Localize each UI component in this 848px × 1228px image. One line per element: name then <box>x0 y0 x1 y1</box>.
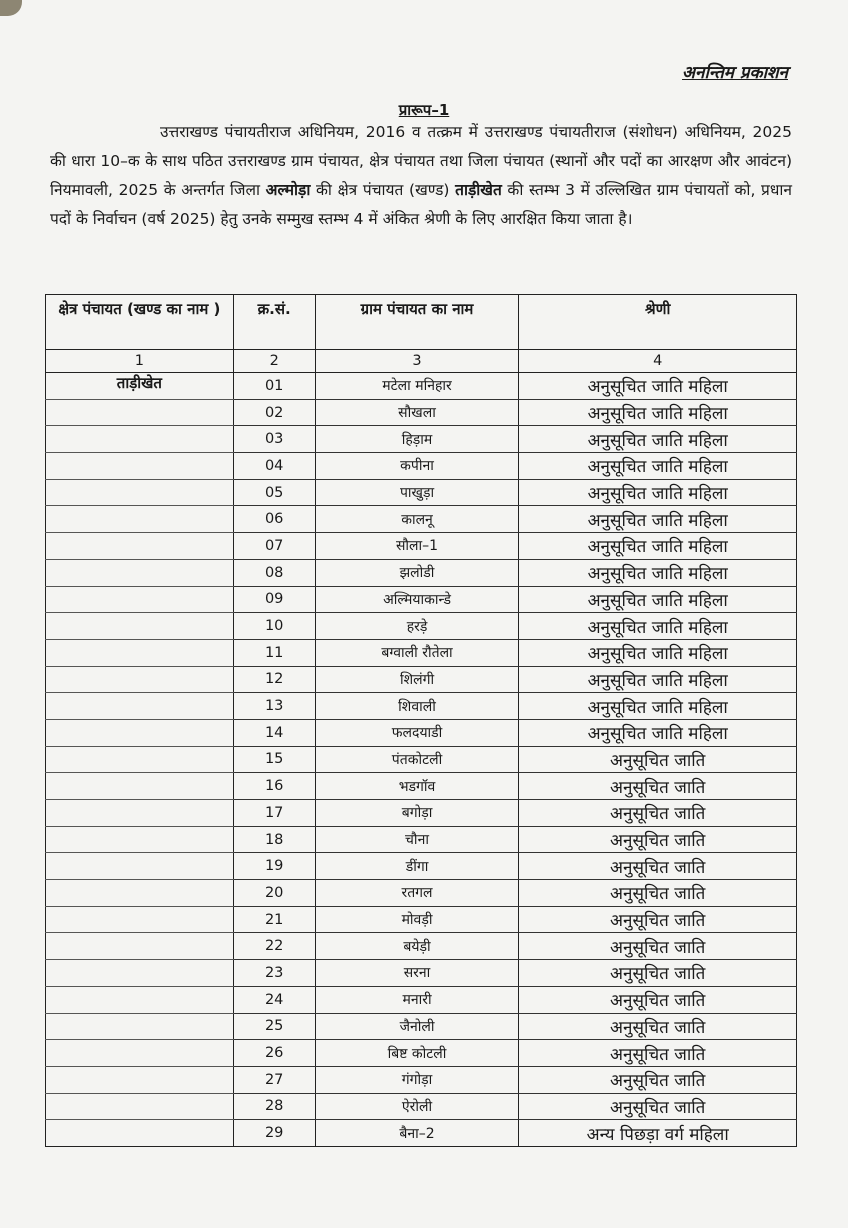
serial-number: 18 <box>233 826 315 853</box>
reservation-category: अनुसूचित जाति <box>519 1040 797 1067</box>
table-row <box>46 800 797 827</box>
table-row <box>46 506 797 533</box>
reservation-category: अनुसूचित जाति महिला <box>519 373 797 400</box>
reservation-category: अनुसूचित जाति महिला <box>519 693 797 720</box>
block-cell <box>46 1120 234 1147</box>
table-row <box>46 533 797 560</box>
block-cell <box>46 1093 234 1120</box>
table-row <box>46 1013 797 1040</box>
block-cell <box>46 666 234 693</box>
district-name: अल्मोड़ा <box>265 181 311 199</box>
reservation-category: अनुसूचित जाति महिला <box>519 426 797 453</box>
table-row <box>46 880 797 907</box>
reservation-category: अनुसूचित जाति <box>519 960 797 987</box>
table-row <box>46 773 797 800</box>
block-cell <box>46 639 234 666</box>
block-cell <box>46 399 234 426</box>
header-gram-panchayat: ग्राम पंचायत का नाम <box>315 295 519 350</box>
block-cell <box>46 1013 234 1040</box>
serial-number: 07 <box>233 533 315 560</box>
gram-panchayat-name: फलदयाडी <box>315 719 519 746</box>
gram-panchayat-name: पाखुड़ा <box>315 479 519 506</box>
gram-panchayat-name: शिवाली <box>315 693 519 720</box>
table-row <box>46 986 797 1013</box>
serial-number: 14 <box>233 719 315 746</box>
column-number-row <box>46 350 797 373</box>
gram-panchayat-name: चौना <box>315 826 519 853</box>
block-cell <box>46 719 234 746</box>
serial-number: 02 <box>233 399 315 426</box>
gram-panchayat-name: बिष्ट कोटली <box>315 1040 519 1067</box>
reservation-category: अनुसूचित जाति महिला <box>519 506 797 533</box>
block-name-cell: ताड़ीखेत <box>46 373 234 400</box>
serial-number: 04 <box>233 453 315 480</box>
gram-panchayat-name: अल्मियाकान्डे <box>315 586 519 613</box>
gram-panchayat-name: सरना <box>315 960 519 987</box>
serial-number: 20 <box>233 880 315 907</box>
serial-number: 28 <box>233 1093 315 1120</box>
table-row <box>46 960 797 987</box>
block-cell <box>46 453 234 480</box>
serial-number: 09 <box>233 586 315 613</box>
table-row <box>46 826 797 853</box>
reservation-category: अनुसूचित जाति महिला <box>519 399 797 426</box>
block-name-intro: ताड़ीखेत <box>455 181 502 199</box>
reservation-category: अनुसूचित जाति महिला <box>519 586 797 613</box>
gram-panchayat-name: बग्वाली रौतेला <box>315 639 519 666</box>
intro-text-2: की क्षेत्र पंचायत (खण्ड) <box>310 181 456 199</box>
table-row <box>46 906 797 933</box>
table-row <box>46 933 797 960</box>
reservation-category: अनुसूचित जाति महिला <box>519 639 797 666</box>
table-row <box>46 559 797 586</box>
serial-number: 27 <box>233 1066 315 1093</box>
provisional-publication-label: अनन्तिम प्रकाशन <box>682 63 788 83</box>
gram-panchayat-name: बैना–2 <box>315 1120 519 1147</box>
serial-number: 15 <box>233 746 315 773</box>
intro-paragraph <box>50 118 792 234</box>
serial-number: 13 <box>233 693 315 720</box>
column-number: 3 <box>315 350 519 373</box>
block-cell <box>46 506 234 533</box>
form-title: प्रारूप–1 <box>398 101 450 119</box>
block-cell <box>46 426 234 453</box>
table-row <box>46 1066 797 1093</box>
block-cell <box>46 586 234 613</box>
block-cell <box>46 880 234 907</box>
block-cell <box>46 479 234 506</box>
serial-number: 01 <box>233 373 315 400</box>
table-row <box>46 746 797 773</box>
serial-number: 12 <box>233 666 315 693</box>
reservation-category: अनुसूचित जाति <box>519 773 797 800</box>
block-cell <box>46 960 234 987</box>
table-row <box>46 1040 797 1067</box>
serial-number: 05 <box>233 479 315 506</box>
reservation-category: अनुसूचित जाति महिला <box>519 559 797 586</box>
serial-number: 16 <box>233 773 315 800</box>
block-cell <box>46 746 234 773</box>
table-row <box>46 666 797 693</box>
gram-panchayat-name: मोवड़ी <box>315 906 519 933</box>
table-row <box>46 586 797 613</box>
gram-panchayat-name: सौखला <box>315 399 519 426</box>
reservation-category: अन्य पिछड़ा वर्ग महिला <box>519 1120 797 1147</box>
reservation-table <box>45 294 797 1147</box>
table-row <box>46 453 797 480</box>
block-cell <box>46 853 234 880</box>
gram-panchayat-name: गंगोड़ा <box>315 1066 519 1093</box>
gram-panchayat-name: रतगल <box>315 880 519 907</box>
block-cell <box>46 906 234 933</box>
gram-panchayat-name: जैनोली <box>315 1013 519 1040</box>
serial-number: 06 <box>233 506 315 533</box>
serial-number: 21 <box>233 906 315 933</box>
gram-panchayat-name: ऐरोली <box>315 1093 519 1120</box>
gram-panchayat-name: बयेड़ी <box>315 933 519 960</box>
block-cell <box>46 826 234 853</box>
block-cell <box>46 1040 234 1067</box>
reservation-category: अनुसूचित जाति <box>519 853 797 880</box>
gram-panchayat-name: हरड़े <box>315 613 519 640</box>
table-row <box>46 1093 797 1120</box>
reservation-category: अनुसूचित जाति <box>519 933 797 960</box>
gram-panchayat-name: मटेला मनिहार <box>315 373 519 400</box>
serial-number: 17 <box>233 800 315 827</box>
gram-panchayat-name: भडगॉव <box>315 773 519 800</box>
gram-panchayat-name: डींगा <box>315 853 519 880</box>
serial-number: 26 <box>233 1040 315 1067</box>
block-cell <box>46 800 234 827</box>
table-row <box>46 693 797 720</box>
scan-corner-mark <box>0 0 22 16</box>
serial-number: 22 <box>233 933 315 960</box>
header-serial: क्र.सं. <box>233 295 315 350</box>
table-row <box>46 426 797 453</box>
serial-number: 08 <box>233 559 315 586</box>
column-number: 4 <box>519 350 797 373</box>
table-row <box>46 373 797 400</box>
reservation-category: अनुसूचित जाति <box>519 986 797 1013</box>
serial-number: 19 <box>233 853 315 880</box>
serial-number: 29 <box>233 1120 315 1147</box>
table-row <box>46 613 797 640</box>
block-cell <box>46 986 234 1013</box>
block-cell <box>46 773 234 800</box>
reservation-category: अनुसूचित जाति महिला <box>519 613 797 640</box>
reservation-category: अनुसूचित जाति <box>519 800 797 827</box>
serial-number: 25 <box>233 1013 315 1040</box>
table-row <box>46 479 797 506</box>
reservation-category: अनुसूचित जाति <box>519 1013 797 1040</box>
table-row <box>46 719 797 746</box>
gram-panchayat-name: झलोडी <box>315 559 519 586</box>
column-number: 2 <box>233 350 315 373</box>
header-category: श्रेणी <box>519 295 797 350</box>
block-cell <box>46 559 234 586</box>
reservation-category: अनुसूचित जाति <box>519 1093 797 1120</box>
table-header-row <box>46 295 797 350</box>
gram-panchayat-name: हिड़ाम <box>315 426 519 453</box>
serial-number: 23 <box>233 960 315 987</box>
gram-panchayat-name: शिलंगी <box>315 666 519 693</box>
block-cell <box>46 693 234 720</box>
block-cell <box>46 613 234 640</box>
gram-panchayat-name: मनारी <box>315 986 519 1013</box>
gram-panchayat-name: पंतकोटली <box>315 746 519 773</box>
table-row <box>46 853 797 880</box>
reservation-category: अनुसूचित जाति महिला <box>519 479 797 506</box>
table-row <box>46 639 797 666</box>
block-cell <box>46 933 234 960</box>
reservation-category: अनुसूचित जाति <box>519 826 797 853</box>
serial-number: 11 <box>233 639 315 666</box>
reservation-category: अनुसूचित जाति महिला <box>519 533 797 560</box>
gram-panchayat-name: कपीना <box>315 453 519 480</box>
gram-panchayat-name: कालनू <box>315 506 519 533</box>
reservation-category: अनुसूचित जाति <box>519 906 797 933</box>
reservation-category: अनुसूचित जाति <box>519 880 797 907</box>
serial-number: 03 <box>233 426 315 453</box>
gram-panchayat-name: सौला–1 <box>315 533 519 560</box>
gram-panchayat-name: बगोड़ा <box>315 800 519 827</box>
reservation-category: अनुसूचित जाति <box>519 1066 797 1093</box>
intro-text-3: की स्तम्भ 3 में उल्लिखित ग्राम पंचायतों को, प्रधान पदों के निर्वाचन (वर्ष 2025) हेतु उनके सम्मुख स्तम्भ 4 में अंकित श्रेणी के लिए आरक्षित किया जाता है। <box>50 181 792 228</box>
table-row <box>46 399 797 426</box>
block-cell <box>46 1066 234 1093</box>
intro-text-1: उत्तराखण्ड पंचायतीराज अधिनियम, 2016 व तत्क्रम में उत्तराखण्ड पंचायतीराज (संशोधन) अधिनियम, 2025 की धारा 10–क के साथ पठित उत्तराखण्ड ग्राम पंचायत, क्षेत्र पंचायत तथा जिला पंचायत (स्थानों और पदों का आरक्षण और आवंटन) नियमावली, 2025 के अन्तर्गत जिला <box>50 123 792 199</box>
header-block: क्षेत्र पंचायत (खण्ड का नाम ) <box>46 295 234 350</box>
block-cell <box>46 533 234 560</box>
reservation-category: अनुसूचित जाति महिला <box>519 666 797 693</box>
serial-number: 10 <box>233 613 315 640</box>
reservation-category: अनुसूचित जाति महिला <box>519 453 797 480</box>
reservation-category: अनुसूचित जाति <box>519 746 797 773</box>
serial-number: 24 <box>233 986 315 1013</box>
table-row <box>46 1120 797 1147</box>
reservation-category: अनुसूचित जाति महिला <box>519 719 797 746</box>
column-number: 1 <box>46 350 234 373</box>
